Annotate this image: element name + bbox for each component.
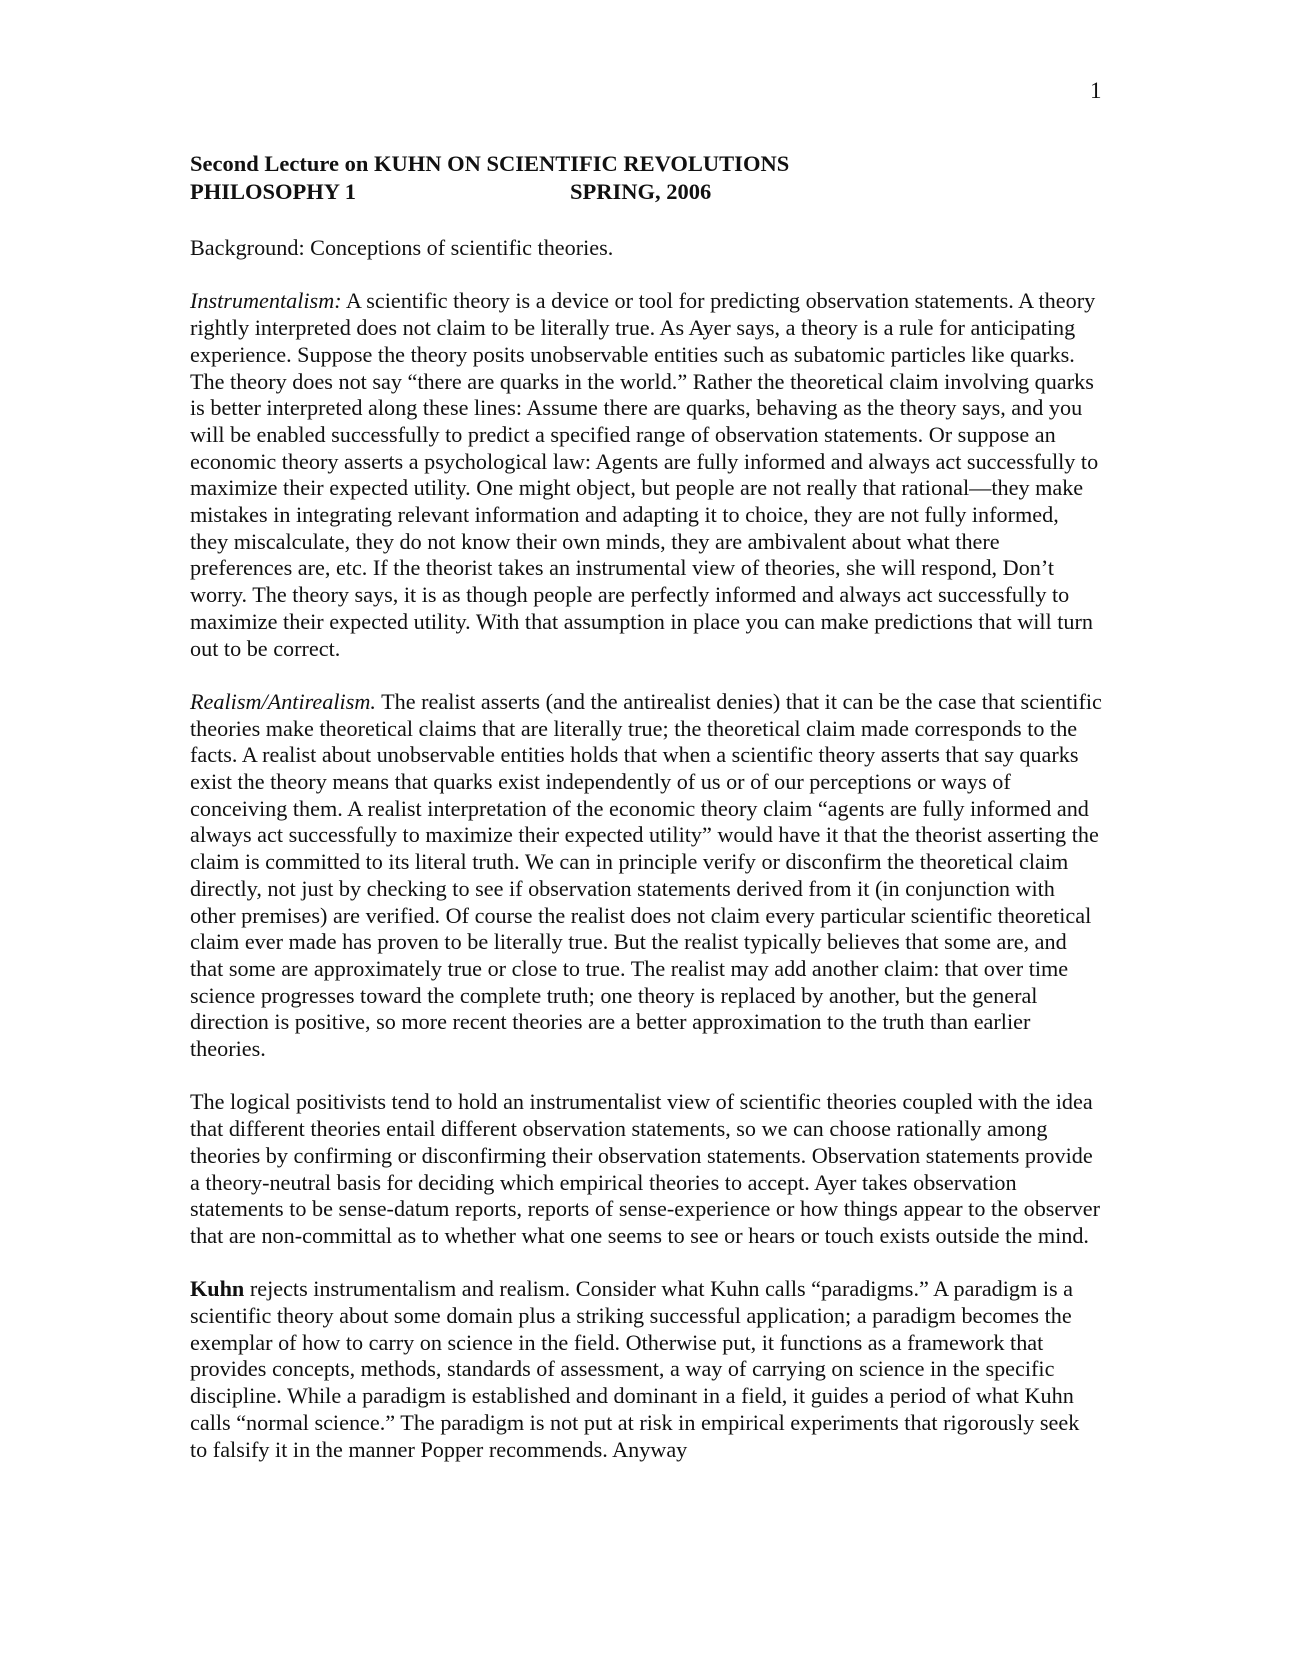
kuhn-text: rejects instrumentalism and realism. Consider what Kuhn calls “paradigms.” A paradigm is a scientific theory about some domain plus a striking successful application; a paradigm becomes the exemplar of how to carry on science in the field. Otherwise put, it functions as a framework that provides concepts, methods, standards of assessment, a way of carrying on science in the specific discipline. While a paradigm is established and dominant in a field, it guides a period of what Kuhn calls “normal science.” The paradigm is not put at risk in empirical experiments that rigorously seek to falsify it in the manner Popper recommends. Anyway	[190, 1276, 1080, 1462]
instrumentalism-text: A scientific theory is a device or tool for predicting observation statements. A theory rightly interpreted does not claim to be literally true. As Ayer says, a theory is a rule for anticipating experience. Suppose the theory posits unobservable entities such as subatomic particles like quarks. The theory does not say “there are quarks in the world.” Rather the theoretical claim involving quarks is better interpreted along these lines: Assume there are quarks, behaving as the theory says, and you will be enabled successfully to predict a specified range of observation statements. Or suppose an economic theory asserts a psychological law: Agents are fully informed and always act successfully to maximize their expected utility. One might object, but people are not really that rational—they make mistakes in integrating relevant information and adapting it to choice, they are not fully informed, they miscalculate, they do not know their own minds, they are ambivalent about what there preferences are, etc. If the theorist takes an instrumental view of theories, she will respond, Don’t worry. The theory says, it is as though people are perfectly informed and always act successfully to maximize their expected utility. With that assumption in place you can make predictions that will turn out to be correct.	[190, 288, 1099, 661]
page-number: 1	[1090, 78, 1102, 103]
paragraph-positivists: The logical positivists tend to hold an instrumentalist view of scientific theories coupled with the idea that different theories entail different observation statements, so we can choose rationally among theories by confirming or disconfirming their observation statements. Observation statements provide a theory-neutral basis for deciding which empirical theories to accept. Ayer takes observation statements to be sense-datum reports, reports of sense-experience or how things appear to the observer that are non-committal as to whether what one seems to see or hears or touch exists outside the mind.	[190, 1089, 1101, 1248]
course-name: PHILOSOPHY 1	[190, 179, 357, 204]
paragraph-realism	[190, 689, 1102, 1063]
realism-text: The realist asserts (and the antirealist denies) that it can be the case that scientific theories make theoretical claims that are literally true; the theoretical claim made corresponds to the facts. A realist about unobservable entities holds that when a scientific theory asserts that say quarks exist the theory means that quarks exist independently of us or of our perceptions or ways of conceiving them. A realist interpretation of the economic theory claim “agents are fully informed and always act successfully to maximize their expected utility” would have it that the theorist asserting the claim is committed to its literal truth. We can in principle verify or disconfirm the theoretical claim directly, not just by checking to see if observation statements derived from it (in conjunction with other premises) are verified. Of course the realist does not claim every particular scientific theoretical claim ever made has proven to be literally true. But the realist typically believes that some are, and that some are approximately true or close to true. The realist may add another claim: that over time science progresses toward the complete truth; one theory is replaced by another, but the general direction is positive, so more recent theories are a better approximation to the truth than earlier theories.	[190, 688, 1102, 1062]
paragraph-instrumentalism	[190, 288, 1102, 662]
paragraph-kuhn	[190, 1276, 1102, 1463]
title-line: Second Lecture on KUHN ON SCIENTIFIC REVOLUTIONS	[190, 151, 790, 176]
document-title	[190, 150, 1102, 206]
document-body	[190, 150, 1102, 1490]
term: SPRING, 2006	[570, 179, 712, 204]
course-line	[190, 178, 1102, 206]
realism-heading: Realism/Antirealism.	[190, 688, 376, 714]
kuhn-lead: Kuhn	[190, 1276, 245, 1302]
instrumentalism-heading: Instrumentalism:	[190, 288, 342, 314]
background-line: Background: Conceptions of scientific theories.	[190, 235, 614, 260]
